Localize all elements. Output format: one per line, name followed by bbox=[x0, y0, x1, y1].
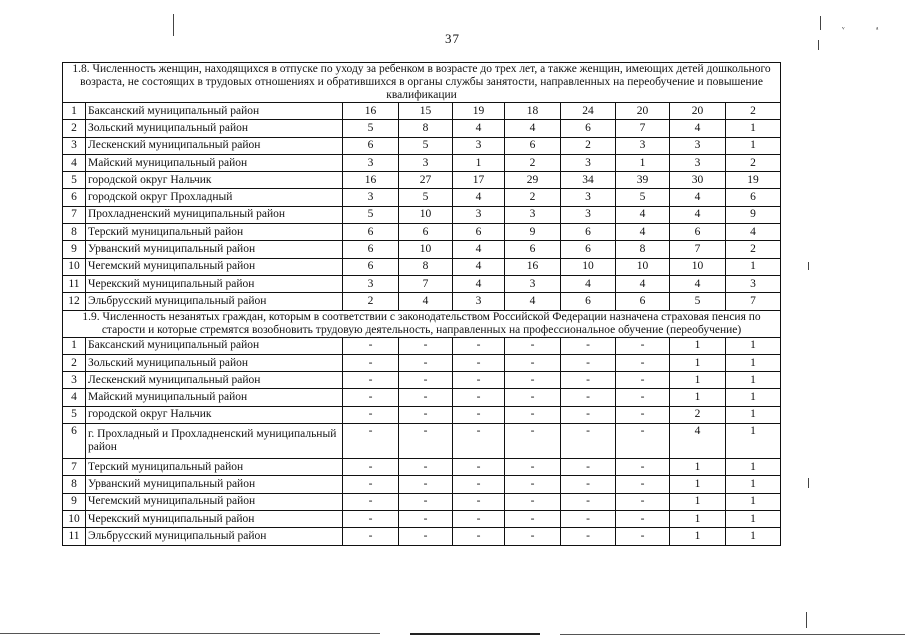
value-cell: - bbox=[561, 406, 616, 423]
row-number: 9 bbox=[63, 493, 86, 510]
row-number: 8 bbox=[63, 476, 86, 493]
value-cell: 2 bbox=[561, 137, 616, 154]
district-name: Чегемский муниципальный район bbox=[86, 493, 343, 510]
value-cell: - bbox=[505, 493, 561, 510]
table-row bbox=[63, 293, 781, 310]
value-cell: 6 bbox=[561, 241, 616, 258]
row-number: 3 bbox=[63, 137, 86, 154]
value-cell: 4 bbox=[505, 293, 561, 310]
table-row bbox=[63, 172, 781, 189]
row-number: 7 bbox=[63, 459, 86, 476]
value-cell: 1 bbox=[726, 389, 781, 406]
value-cell: 7 bbox=[670, 241, 726, 258]
table-row bbox=[63, 189, 781, 206]
value-cell: - bbox=[399, 528, 453, 545]
value-cell: 16 bbox=[343, 103, 399, 120]
row-number: 2 bbox=[63, 120, 86, 137]
value-cell: 9 bbox=[726, 206, 781, 223]
value-cell: 1 bbox=[726, 137, 781, 154]
value-cell: 1 bbox=[670, 493, 726, 510]
value-cell: 8 bbox=[399, 120, 453, 137]
value-cell: 3 bbox=[670, 137, 726, 154]
value-cell: - bbox=[616, 493, 670, 510]
value-cell: 3 bbox=[453, 137, 505, 154]
value-cell: - bbox=[505, 528, 561, 545]
table-row bbox=[63, 459, 781, 476]
value-cell: - bbox=[343, 493, 399, 510]
value-cell: - bbox=[616, 337, 670, 354]
value-cell: - bbox=[561, 459, 616, 476]
value-cell: - bbox=[343, 424, 399, 459]
table-row bbox=[63, 137, 781, 154]
value-cell: 5 bbox=[399, 189, 453, 206]
value-cell: 16 bbox=[505, 258, 561, 275]
value-cell: - bbox=[453, 424, 505, 459]
table-row bbox=[63, 103, 781, 120]
value-cell: 3 bbox=[343, 189, 399, 206]
district-name: Эльбрусский муниципальный район bbox=[86, 293, 343, 310]
value-cell: - bbox=[453, 406, 505, 423]
value-cell: - bbox=[399, 406, 453, 423]
value-cell: - bbox=[399, 493, 453, 510]
value-cell: 2 bbox=[505, 189, 561, 206]
table-row bbox=[63, 510, 781, 527]
value-cell: 4 bbox=[670, 189, 726, 206]
value-cell: 4 bbox=[399, 293, 453, 310]
value-cell: - bbox=[505, 510, 561, 527]
row-number: 1 bbox=[63, 337, 86, 354]
value-cell: - bbox=[343, 476, 399, 493]
value-cell: - bbox=[616, 528, 670, 545]
value-cell: 6 bbox=[453, 224, 505, 241]
value-cell: 1 bbox=[726, 476, 781, 493]
value-cell: - bbox=[453, 476, 505, 493]
value-cell: 1 bbox=[670, 354, 726, 371]
value-cell: 3 bbox=[343, 154, 399, 171]
row-number: 7 bbox=[63, 206, 86, 223]
district-name: Лескенский муниципальный район bbox=[86, 137, 343, 154]
value-cell: 1 bbox=[670, 459, 726, 476]
value-cell: - bbox=[505, 424, 561, 459]
value-cell: 29 bbox=[505, 172, 561, 189]
district-name: городской округ Нальчик bbox=[86, 172, 343, 189]
value-cell: - bbox=[505, 459, 561, 476]
value-cell: 17 bbox=[453, 172, 505, 189]
row-number: 5 bbox=[63, 406, 86, 423]
row-number: 11 bbox=[63, 275, 86, 292]
table-row bbox=[63, 337, 781, 354]
table-row bbox=[63, 154, 781, 171]
value-cell: 34 bbox=[561, 172, 616, 189]
value-cell: 30 bbox=[670, 172, 726, 189]
district-name: городской округ Прохладный bbox=[86, 189, 343, 206]
table-row bbox=[63, 372, 781, 389]
value-cell: 2 bbox=[505, 154, 561, 171]
value-cell: 1 bbox=[670, 528, 726, 545]
value-cell: 6 bbox=[505, 137, 561, 154]
value-cell: 3 bbox=[561, 154, 616, 171]
value-cell: - bbox=[343, 528, 399, 545]
table-row bbox=[63, 241, 781, 258]
value-cell: 1 bbox=[726, 372, 781, 389]
value-cell: - bbox=[505, 389, 561, 406]
value-cell: 3 bbox=[670, 154, 726, 171]
table-row bbox=[63, 120, 781, 137]
district-name: Баксанский муниципальный район bbox=[86, 337, 343, 354]
row-number: 5 bbox=[63, 172, 86, 189]
value-cell: - bbox=[453, 389, 505, 406]
table-row bbox=[63, 493, 781, 510]
value-cell: - bbox=[561, 476, 616, 493]
table-body bbox=[63, 63, 781, 546]
district-name: Терский муниципальный район bbox=[86, 224, 343, 241]
value-cell: - bbox=[505, 406, 561, 423]
value-cell: 5 bbox=[616, 189, 670, 206]
value-cell: - bbox=[561, 424, 616, 459]
value-cell: 6 bbox=[670, 224, 726, 241]
value-cell: - bbox=[505, 476, 561, 493]
value-cell: - bbox=[453, 337, 505, 354]
district-name: Майский муниципальный район bbox=[86, 154, 343, 171]
value-cell: 18 bbox=[505, 103, 561, 120]
scan-mark bbox=[808, 478, 809, 488]
value-cell: 3 bbox=[453, 206, 505, 223]
value-cell: - bbox=[616, 476, 670, 493]
value-cell: 1 bbox=[726, 406, 781, 423]
scan-speck: ᵛ bbox=[842, 24, 845, 34]
value-cell: - bbox=[399, 354, 453, 371]
value-cell: 3 bbox=[561, 206, 616, 223]
value-cell: 1 bbox=[670, 372, 726, 389]
value-cell: - bbox=[616, 389, 670, 406]
table-row bbox=[63, 206, 781, 223]
value-cell: 4 bbox=[616, 224, 670, 241]
value-cell: 5 bbox=[343, 120, 399, 137]
value-cell: 1 bbox=[726, 528, 781, 545]
value-cell: - bbox=[561, 493, 616, 510]
row-number: 6 bbox=[63, 424, 86, 459]
section-title: 1.9. Численность незанятых граждан, которым в соответствии с законодательством Российской Федерации назначена страховая пенсия по старости и которые стремятся возобновить трудовую деятельность, направленных на профессиональное обучение (переобучение) bbox=[63, 310, 781, 337]
value-cell: 10 bbox=[561, 258, 616, 275]
value-cell: - bbox=[453, 510, 505, 527]
value-cell: 4 bbox=[726, 224, 781, 241]
row-number: 9 bbox=[63, 241, 86, 258]
value-cell: 1 bbox=[726, 258, 781, 275]
scan-mark bbox=[806, 612, 807, 628]
value-cell: - bbox=[343, 372, 399, 389]
value-cell: - bbox=[561, 528, 616, 545]
row-number: 4 bbox=[63, 389, 86, 406]
value-cell: - bbox=[453, 493, 505, 510]
value-cell: - bbox=[505, 337, 561, 354]
value-cell: 4 bbox=[670, 206, 726, 223]
value-cell: 2 bbox=[670, 406, 726, 423]
row-number: 1 bbox=[63, 103, 86, 120]
value-cell: 1 bbox=[670, 389, 726, 406]
value-cell: 4 bbox=[453, 275, 505, 292]
value-cell: 7 bbox=[399, 275, 453, 292]
value-cell: 3 bbox=[561, 189, 616, 206]
value-cell: 1 bbox=[726, 120, 781, 137]
table-row bbox=[63, 275, 781, 292]
value-cell: 3 bbox=[399, 154, 453, 171]
value-cell: 20 bbox=[616, 103, 670, 120]
value-cell: 3 bbox=[505, 206, 561, 223]
district-name: Зольский муниципальный район bbox=[86, 120, 343, 137]
district-name: городской округ Нальчик bbox=[86, 406, 343, 423]
table-row bbox=[63, 258, 781, 275]
scan-speck: ᵃ bbox=[876, 24, 879, 34]
table-row bbox=[63, 354, 781, 371]
value-cell: - bbox=[343, 389, 399, 406]
value-cell: 20 bbox=[670, 103, 726, 120]
district-name: Эльбрусский муниципальный район bbox=[86, 528, 343, 545]
value-cell: 2 bbox=[726, 103, 781, 120]
value-cell: 8 bbox=[616, 241, 670, 258]
value-cell: 2 bbox=[726, 154, 781, 171]
value-cell: 1 bbox=[726, 459, 781, 476]
value-cell: 2 bbox=[343, 293, 399, 310]
value-cell: - bbox=[561, 354, 616, 371]
row-number: 11 bbox=[63, 528, 86, 545]
scan-line bbox=[560, 634, 905, 635]
value-cell: 4 bbox=[505, 120, 561, 137]
district-name: Зольский муниципальный район bbox=[86, 354, 343, 371]
district-name: Майский муниципальный район bbox=[86, 389, 343, 406]
value-cell: 6 bbox=[561, 293, 616, 310]
district-name: Урванский муниципальный район bbox=[86, 241, 343, 258]
value-cell: - bbox=[399, 459, 453, 476]
value-cell: 1 bbox=[726, 510, 781, 527]
value-cell: - bbox=[561, 372, 616, 389]
value-cell: - bbox=[505, 354, 561, 371]
district-name: Урванский муниципальный район bbox=[86, 476, 343, 493]
value-cell: 6 bbox=[343, 241, 399, 258]
value-cell: 1 bbox=[726, 354, 781, 371]
row-number: 8 bbox=[63, 224, 86, 241]
page-number: 37 bbox=[445, 31, 460, 46]
value-cell: 39 bbox=[616, 172, 670, 189]
value-cell: 3 bbox=[505, 275, 561, 292]
value-cell: 1 bbox=[726, 337, 781, 354]
value-cell: 1 bbox=[726, 424, 781, 459]
row-number: 4 bbox=[63, 154, 86, 171]
scan-line bbox=[0, 633, 380, 634]
table-row bbox=[63, 528, 781, 545]
value-cell: - bbox=[399, 424, 453, 459]
value-cell: 7 bbox=[616, 120, 670, 137]
value-cell: 10 bbox=[399, 206, 453, 223]
value-cell: 3 bbox=[616, 137, 670, 154]
row-number: 12 bbox=[63, 293, 86, 310]
value-cell: - bbox=[343, 337, 399, 354]
value-cell: 6 bbox=[616, 293, 670, 310]
section-header-row bbox=[63, 310, 781, 337]
value-cell: - bbox=[616, 354, 670, 371]
row-number: 3 bbox=[63, 372, 86, 389]
value-cell: 5 bbox=[343, 206, 399, 223]
value-cell: 4 bbox=[453, 120, 505, 137]
value-cell: - bbox=[561, 389, 616, 406]
scan-mark bbox=[820, 16, 821, 30]
value-cell: 4 bbox=[670, 120, 726, 137]
value-cell: 1 bbox=[616, 154, 670, 171]
row-number: 10 bbox=[63, 510, 86, 527]
value-cell: 16 bbox=[343, 172, 399, 189]
value-cell: 6 bbox=[726, 189, 781, 206]
table-row bbox=[63, 476, 781, 493]
value-cell: 6 bbox=[343, 137, 399, 154]
value-cell: 19 bbox=[726, 172, 781, 189]
value-cell: - bbox=[399, 372, 453, 389]
district-name: Терский муниципальный район bbox=[86, 459, 343, 476]
value-cell: 1 bbox=[670, 476, 726, 493]
table-row bbox=[63, 389, 781, 406]
value-cell: 1 bbox=[453, 154, 505, 171]
value-cell: - bbox=[616, 406, 670, 423]
value-cell: 15 bbox=[399, 103, 453, 120]
value-cell: - bbox=[616, 424, 670, 459]
value-cell: - bbox=[453, 528, 505, 545]
value-cell: 9 bbox=[505, 224, 561, 241]
value-cell: 4 bbox=[453, 258, 505, 275]
value-cell: 1 bbox=[670, 337, 726, 354]
value-cell: 10 bbox=[399, 241, 453, 258]
value-cell: - bbox=[399, 510, 453, 527]
value-cell: - bbox=[616, 372, 670, 389]
value-cell: 4 bbox=[670, 275, 726, 292]
value-cell: 4 bbox=[561, 275, 616, 292]
value-cell: - bbox=[399, 389, 453, 406]
value-cell: 3 bbox=[726, 275, 781, 292]
value-cell: 6 bbox=[399, 224, 453, 241]
value-cell: 6 bbox=[505, 241, 561, 258]
table-row bbox=[63, 224, 781, 241]
value-cell: 6 bbox=[343, 224, 399, 241]
value-cell: - bbox=[343, 459, 399, 476]
district-name: Черекский муниципальный район bbox=[86, 275, 343, 292]
table-row bbox=[63, 406, 781, 423]
district-name: Лескенский муниципальный район bbox=[86, 372, 343, 389]
value-cell: 10 bbox=[616, 258, 670, 275]
value-cell: - bbox=[561, 510, 616, 527]
scan-line bbox=[410, 633, 540, 635]
value-cell: 4 bbox=[453, 241, 505, 258]
scan-mark bbox=[808, 262, 809, 270]
district-name: Прохладненский муниципальный район bbox=[86, 206, 343, 223]
value-cell: 1 bbox=[670, 510, 726, 527]
value-cell: 24 bbox=[561, 103, 616, 120]
value-cell: - bbox=[343, 406, 399, 423]
value-cell: - bbox=[616, 510, 670, 527]
value-cell: - bbox=[616, 459, 670, 476]
value-cell: - bbox=[343, 354, 399, 371]
value-cell: 7 bbox=[726, 293, 781, 310]
value-cell: 4 bbox=[670, 424, 726, 459]
value-cell: 2 bbox=[726, 241, 781, 258]
district-name: Чегемский муниципальный район bbox=[86, 258, 343, 275]
value-cell: - bbox=[343, 510, 399, 527]
value-cell: 1 bbox=[726, 493, 781, 510]
value-cell: 6 bbox=[561, 224, 616, 241]
value-cell: 27 bbox=[399, 172, 453, 189]
value-cell: 8 bbox=[399, 258, 453, 275]
value-cell: 3 bbox=[453, 293, 505, 310]
table-row bbox=[63, 424, 781, 459]
value-cell: 10 bbox=[670, 258, 726, 275]
statistics-table bbox=[62, 62, 781, 546]
district-name: Черекский муниципальный район bbox=[86, 510, 343, 527]
value-cell: 19 bbox=[453, 103, 505, 120]
value-cell: 5 bbox=[670, 293, 726, 310]
row-number: 2 bbox=[63, 354, 86, 371]
section-header-row bbox=[63, 63, 781, 103]
value-cell: - bbox=[453, 372, 505, 389]
value-cell: 5 bbox=[399, 137, 453, 154]
value-cell: - bbox=[505, 372, 561, 389]
value-cell: - bbox=[399, 337, 453, 354]
value-cell: - bbox=[453, 354, 505, 371]
value-cell: 6 bbox=[561, 120, 616, 137]
value-cell: 3 bbox=[343, 275, 399, 292]
value-cell: 6 bbox=[343, 258, 399, 275]
district-name: Баксанский муниципальный район bbox=[86, 103, 343, 120]
value-cell: 4 bbox=[616, 206, 670, 223]
row-number: 10 bbox=[63, 258, 86, 275]
value-cell: - bbox=[561, 337, 616, 354]
section-title: 1.8. Численность женщин, находящихся в отпуске по уходу за ребенком в возрасте до трех лет, а также женщин, имеющих детей дошкольного возраста, не состоящих в трудовых отношениях и обратившихся в органы службы занятости, направленных на переобучение и повышение квалификации bbox=[63, 63, 781, 103]
value-cell: - bbox=[399, 476, 453, 493]
value-cell: 4 bbox=[616, 275, 670, 292]
district-name: г. Прохладный и Прохладненский муниципальный район bbox=[86, 424, 343, 459]
value-cell: 4 bbox=[453, 189, 505, 206]
row-number: 6 bbox=[63, 189, 86, 206]
value-cell: - bbox=[453, 459, 505, 476]
